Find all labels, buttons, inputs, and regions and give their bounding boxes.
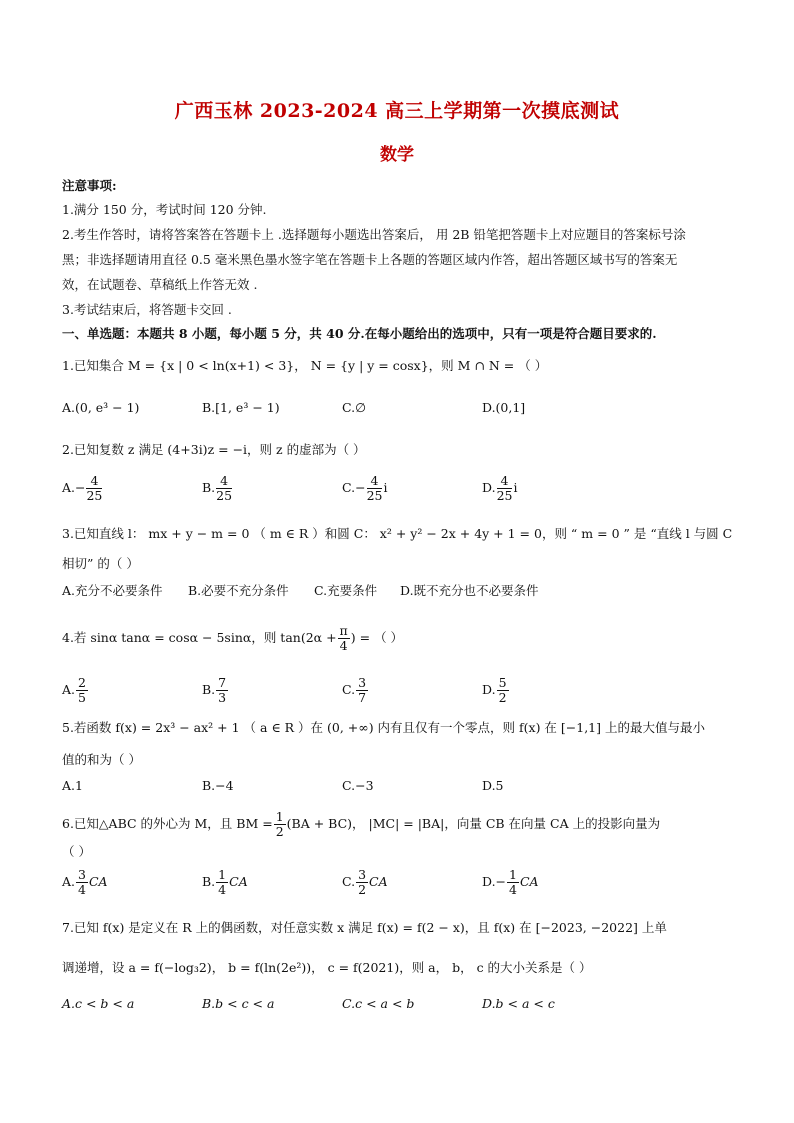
q7-option-c: C.c < a < b xyxy=(342,996,415,1011)
q4-option-d: D. $\frac{5}{2}$ xyxy=(482,675,507,705)
q3-stem-line-1: 3.已知直线 l： mx + y − m = 0 （ m ∈ R ）和圆 C： x² + y² − 2x + 4y + 1 = 0，则 “ m = 0 ” 是 “直线 l 与圆 C xyxy=(62,526,733,541)
q1-stem: 1.已知集合 M = {x | 0 < ln(x+1) < 3}， N = {y | y = cosx}，则 M ∩ N = （ ） xyxy=(62,358,548,373)
q4-pi-fraction: $\frac{\pi}{4}$ xyxy=(339,623,348,653)
q7-option-a: A.c < b < a xyxy=(62,996,135,1011)
q2-option-a: A.− $\frac{4}{25}$ xyxy=(62,473,103,503)
q5-option-b: B.−4 xyxy=(202,778,234,793)
q6-option-c: C. $\frac{3}{2}$ CA xyxy=(342,867,388,897)
q3-option-d: D.既不充分也不必要条件 xyxy=(400,583,539,598)
q2-option-b: B. $\frac{4}{25}$ xyxy=(202,473,233,503)
q6-stem-line-2: （ ） xyxy=(62,844,91,859)
q6-option-b: B. $\frac{1}{4}$ CA xyxy=(202,867,248,897)
q7-stem-line-1: 7.已知 f(x) 是定义在 R 上的偶函数，对任意实数 x 满足 f(x) = f(2 − x)，且 f(x) 在 [−2023, −2022] 上单 xyxy=(62,920,667,935)
note-2-line-2: 黑；非选择题请用直径 0.5 毫米黑色墨水签字笔在答题卡上各题的答题区域内作答，超出答题区域书写的答案无 xyxy=(62,252,678,267)
q6-half-fraction: $\frac{1}{2}$ xyxy=(275,809,284,839)
q5-option-d: D.5 xyxy=(482,778,504,793)
q4-option-a: A. $\frac{2}{5}$ xyxy=(62,675,86,705)
q6-option-a: A. $\frac{3}{4}$ CA xyxy=(62,867,108,897)
q3-option-a: A.充分不必要条件 xyxy=(62,583,163,598)
q2-d-fraction: $\frac{4}{25}$ xyxy=(496,473,513,503)
q7-option-b: B.b < c < a xyxy=(202,996,275,1011)
section-heading: 一、单选题：本题共 8 小题，每小题 5 分，共 40 分.在每小题给出的选项中，只有一项是符合题目要求的. xyxy=(62,326,657,341)
note-2-line-3: 效，在试题卷、草稿纸上作答无效 . xyxy=(62,277,258,292)
q6-option-d: D.− $\frac{1}{4}$ CA xyxy=(482,867,539,897)
q1-option-b: B.[1, e³ − 1) xyxy=(202,400,280,415)
subject-title: 数学 xyxy=(380,145,414,165)
notes-heading: 注意事项: xyxy=(62,178,117,193)
q1-option-d: D.(0,1] xyxy=(482,400,526,415)
note-1: 1.满分 150 分，考试时间 120 分钟. xyxy=(62,202,267,217)
q2-b-fraction: $\frac{4}{25}$ xyxy=(216,473,233,503)
q4-stem: 4.若 sinα tanα = cosα − 5sinα，则 tan(2α + $\frac{\pi}{4}$ ) = （ ） xyxy=(62,623,404,653)
q7-option-d: D.b < a < c xyxy=(482,996,555,1011)
q4-option-b: B. $\frac{7}{3}$ xyxy=(202,675,227,705)
q1-option-c: C.∅ xyxy=(342,400,366,415)
q5-stem-line-2: 值的和为（ ） xyxy=(62,752,141,767)
q5-option-a: A.1 xyxy=(62,778,83,793)
note-3: 3.考试结束后，将答题卡交回 . xyxy=(62,302,232,317)
q5-option-c: C.−3 xyxy=(342,778,374,793)
q6-stem: 6.已知△ABC 的外心为 M，且 BM = $\frac{1}{2}$ (BA + BC)， |MC| = |BA|，向量 CB 在向量 CA 上的投影向量为 xyxy=(62,809,661,839)
note-2-line-1: 2.考生作答时，请将答案答在答题卡上 .选择题每小题选出答案后， 用 2B 铅笔把答题卡上对应题目的答案标号涂 xyxy=(62,227,686,242)
q4-option-c: C. $\frac{3}{7}$ xyxy=(342,675,367,705)
q2-option-c: C.− $\frac{4}{25}$ i xyxy=(342,473,388,503)
exam-title: 广西玉林 2023-2024 高三上学期第一次摸底测试 xyxy=(174,100,620,122)
q3-option-b: B.必要不充分条件 xyxy=(188,583,289,598)
q2-a-fraction: $\frac{4}{25}$ xyxy=(86,473,103,503)
q1-option-a: A.(0, e³ − 1) xyxy=(62,400,140,415)
q2-stem: 2.已知复数 z 满足 (4+3i)z = −i，则 z 的虚部为（ ） xyxy=(62,442,366,457)
q2-option-d: D. $\frac{4}{25}$ i xyxy=(482,473,518,503)
q2-c-fraction: $\frac{4}{25}$ xyxy=(366,473,383,503)
q7-stem-line-2: 调递增，设 a = f(−log₃2)， b = f(ln(2e²))， c = f(2021)，则 a， b， c 的大小关系是（ ） xyxy=(62,960,592,975)
q5-stem-line-1: 5.若函数 f(x) = 2x³ − ax² + 1 （ a ∈ R ）在 (0, +∞) 内有且仅有一个零点，则 f(x) 在 [−1,1] 上的最大值与最小 xyxy=(62,720,705,735)
q3-stem-line-2: 相切” 的（ ） xyxy=(62,556,139,571)
q3-option-c: C.充要条件 xyxy=(314,583,378,598)
